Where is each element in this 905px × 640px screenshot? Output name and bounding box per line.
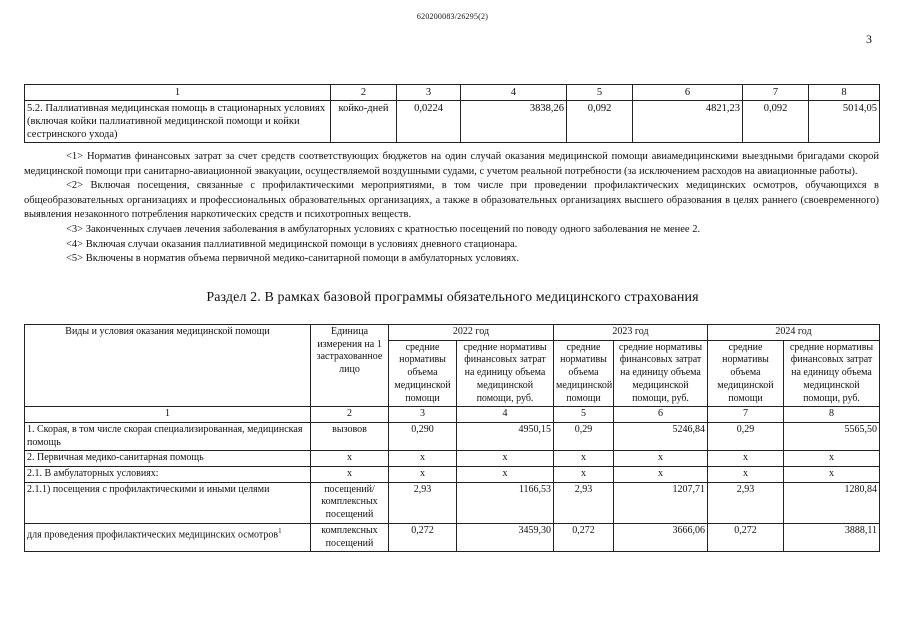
row-label bbox=[25, 523, 311, 551]
value-cell: 1207,71 bbox=[614, 482, 708, 523]
header-year: 2024 год bbox=[708, 325, 880, 341]
row-label: 5.2. Паллиативная медицинская помощь в стационарных условиях (включая койки паллиативной медицинской помощи и койки сестринского ухода) bbox=[25, 101, 331, 143]
value-cell: х bbox=[457, 467, 554, 483]
footnote: <2> Включая посещения, связанные с профилактическими мероприятиями, в том числе при проведении профилактических медицинских осмотров, обучающихся в общеобразовательных организациях и профессиональных образовательных организациях, а также в образовательных организациях высшего образования в целях раннего (своевременного) выявления незаконного потребления наркотических средств и психотропных веществ. bbox=[24, 180, 879, 221]
value-cell: х bbox=[784, 451, 880, 467]
col-number: 8 bbox=[809, 85, 880, 101]
row-label: 2.1. В амбулаторных условиях: bbox=[25, 467, 311, 483]
unit-cell: посещений/ комплексных посещений bbox=[311, 482, 389, 523]
value-cell: 3888,11 bbox=[784, 523, 880, 551]
table-row bbox=[25, 467, 880, 483]
header-year: 2023 год bbox=[554, 325, 708, 341]
value-cell: 4950,15 bbox=[457, 422, 554, 450]
footnote: <4> Включая случаи оказания паллиативной медицинской помощи в условиях дневного стационара. bbox=[66, 238, 518, 250]
header-year: 2022 год bbox=[389, 325, 554, 341]
table-oms-program bbox=[24, 324, 880, 552]
page-number: 3 bbox=[866, 32, 872, 46]
value-cell: 4821,23 bbox=[633, 101, 743, 143]
document-id: 620200083/26295(2) bbox=[416, 12, 489, 21]
table-header-row bbox=[25, 85, 880, 101]
col-number: 1 bbox=[25, 85, 331, 101]
header-cost: средние нормативы финансовых затрат на единицу объема медицинской помощи, руб. bbox=[614, 340, 708, 407]
value-cell: 5565,50 bbox=[784, 422, 880, 450]
col-number: 2 bbox=[331, 85, 397, 101]
table-row bbox=[25, 422, 880, 450]
table-row bbox=[25, 451, 880, 467]
value-cell: х bbox=[708, 467, 784, 483]
row-label: 1. Скорая, в том числе скорая специализированная, медицинская помощь bbox=[25, 422, 311, 450]
col-number: 8 bbox=[784, 407, 880, 423]
value-cell: х bbox=[389, 451, 457, 467]
col-number: 1 bbox=[25, 407, 311, 423]
value-cell: х bbox=[457, 451, 554, 467]
footnote: <5> Включены в норматив объема первичной медико-санитарной помощи в амбулаторных условиях. bbox=[66, 253, 520, 265]
value-cell: 2,93 bbox=[708, 482, 784, 523]
value-cell: х bbox=[614, 451, 708, 467]
column-number-row bbox=[25, 407, 880, 423]
header-volume: средние нормативы объема медицинской помощи bbox=[389, 340, 457, 407]
table-palliative bbox=[24, 84, 880, 143]
col-number: 5 bbox=[567, 85, 633, 101]
value-cell: 3838,26 bbox=[461, 101, 567, 143]
col-number: 6 bbox=[614, 407, 708, 423]
value-cell: х bbox=[389, 467, 457, 483]
value-cell: 3459,30 bbox=[457, 523, 554, 551]
header-unit: Единица измерения на 1 застрахованное лицо bbox=[311, 325, 389, 407]
value-cell: 0,29 bbox=[708, 422, 784, 450]
row-label: 2.1.1) посещения с профилактическими и иными целями bbox=[25, 482, 311, 523]
header-cost: средние нормативы финансовых затрат на единицу объема медицинской помощи, руб. bbox=[784, 340, 880, 407]
header-cost: средние нормативы финансовых затрат на единицу объема медицинской помощи, руб. bbox=[457, 340, 554, 407]
footnote-mark: 1 bbox=[278, 526, 282, 535]
value-cell: 0,092 bbox=[743, 101, 809, 143]
value-cell: 2,93 bbox=[554, 482, 614, 523]
col-number: 2 bbox=[311, 407, 389, 423]
value-cell: х bbox=[554, 467, 614, 483]
table-row bbox=[25, 523, 880, 551]
header-volume: средние нормативы объема медицинской помощи bbox=[708, 340, 784, 407]
value-cell: 5246,84 bbox=[614, 422, 708, 450]
value-cell: 3666,06 bbox=[614, 523, 708, 551]
table-row bbox=[25, 482, 880, 523]
col-number: 6 bbox=[633, 85, 743, 101]
value-cell: х bbox=[614, 467, 708, 483]
footnote: <1> Норматив финансовых затрат за счет средств соответствующих бюджетов на один случай оказания медицинской помощи авиамедицинскими выездными бригадами скорой медицинской помощи при санитарно-авиационной эвакуации, осуществляемой воздушными судами, с учетом реальной потребности (за исключением расходов на авиационные работы). bbox=[24, 151, 879, 177]
col-number: 7 bbox=[743, 85, 809, 101]
unit-cell: вызовов bbox=[311, 422, 389, 450]
value-cell: х bbox=[784, 467, 880, 483]
value-cell: 0,092 bbox=[567, 101, 633, 143]
value-cell: 0,290 bbox=[389, 422, 457, 450]
value-cell: 0,0224 bbox=[397, 101, 461, 143]
value-cell: х bbox=[708, 451, 784, 467]
value-cell: 0,272 bbox=[708, 523, 784, 551]
value-cell: 0,272 bbox=[554, 523, 614, 551]
unit-cell: койко-дней bbox=[331, 101, 397, 143]
unit-cell: комплексных посещений bbox=[311, 523, 389, 551]
table-header-row bbox=[25, 325, 880, 341]
col-number: 5 bbox=[554, 407, 614, 423]
header-volume: средние нормативы объема медицинской помощи bbox=[554, 340, 614, 407]
value-cell: 0,272 bbox=[389, 523, 457, 551]
row-label-text: для проведения профилактических медицинских осмотров bbox=[27, 529, 279, 541]
header-types: Виды и условия оказания медицинской помощи bbox=[25, 325, 311, 407]
section-title: Раздел 2. В рамках базовой программы обязательного медицинского страхования bbox=[206, 290, 699, 305]
value-cell: 5014,05 bbox=[809, 101, 880, 143]
value-cell: х bbox=[554, 451, 614, 467]
value-cell: 1166,53 bbox=[457, 482, 554, 523]
col-number: 3 bbox=[389, 407, 457, 423]
unit-cell: х bbox=[311, 467, 389, 483]
footnotes bbox=[24, 150, 879, 267]
unit-cell: х bbox=[311, 451, 389, 467]
value-cell: 2,93 bbox=[389, 482, 457, 523]
table-row bbox=[25, 101, 880, 143]
row-label: 2. Первичная медико-санитарная помощь bbox=[25, 451, 311, 467]
col-number: 4 bbox=[461, 85, 567, 101]
col-number: 4 bbox=[457, 407, 554, 423]
footnote: <3> Законченных случаев лечения заболевания в амбулаторных условиях с кратностью посещений по поводу одного заболевания не менее 2. bbox=[66, 223, 701, 235]
col-number: 3 bbox=[397, 85, 461, 101]
value-cell: 0,29 bbox=[554, 422, 614, 450]
value-cell: 1280,84 bbox=[784, 482, 880, 523]
col-number: 7 bbox=[708, 407, 784, 423]
